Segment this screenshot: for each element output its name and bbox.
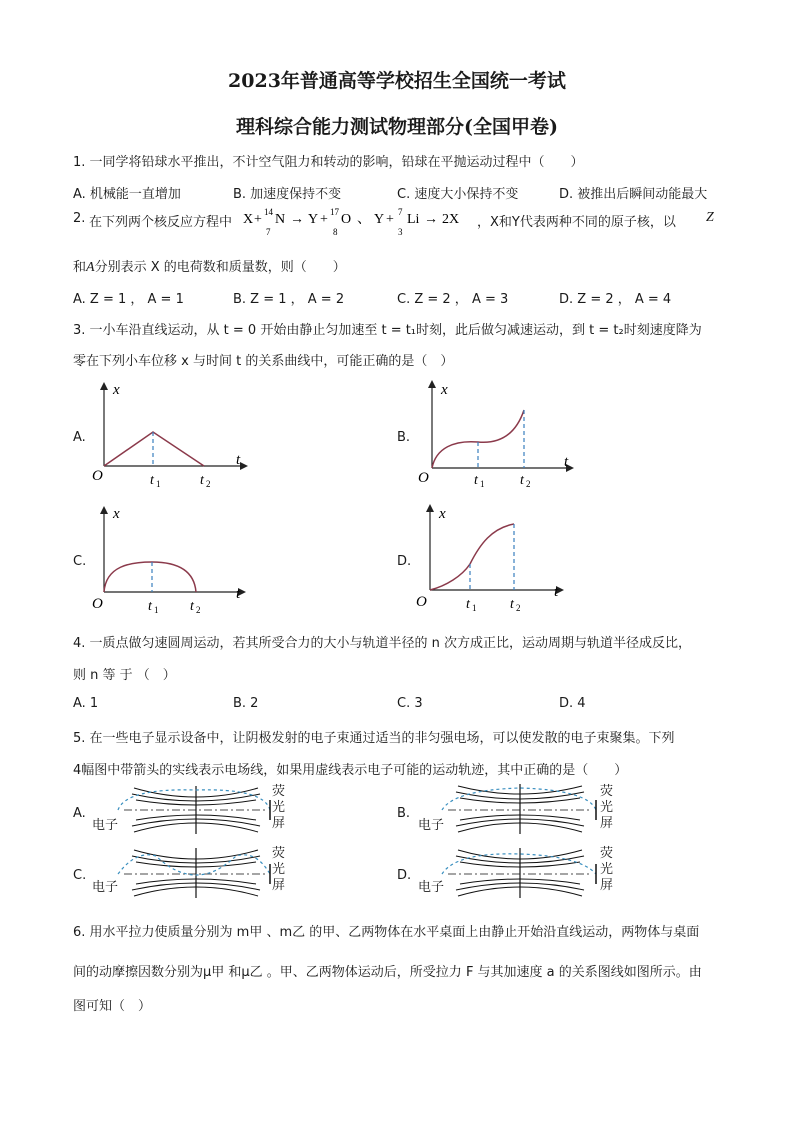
graph-a-x-label: x — [113, 382, 120, 398]
eq-plus: + — [320, 212, 328, 227]
graph-a-t2-sub: 2 — [206, 479, 211, 489]
field-d-screen-label: 荧光屏 — [600, 846, 614, 893]
q3-line1: 3. 一小车沿直线运动，从 t = 0 开始由静止匀加速至 t = t₁时刻，此后做匀减速运动，到 t = t₂时刻速度降为 — [73, 323, 702, 338]
q1-option-b[interactable]: B. 加速度保持不变 — [233, 187, 342, 202]
eq-2x: 2X — [442, 212, 460, 227]
q2-z-symbol: Z — [706, 210, 714, 225]
field-diagram-a — [96, 780, 276, 840]
eq-x: X — [243, 212, 254, 227]
q1-option-c[interactable]: C. 速度大小保持不变 — [397, 187, 519, 202]
q6-line1: 6. 用水平拉力使质量分别为 m甲 、m乙 的甲、乙两物体在水平桌面上由静止开始沿直线运动，两物体与桌面 — [73, 925, 700, 940]
q6-line3: 图可知（ ） — [73, 999, 152, 1014]
graph-d-t-label: t — [554, 584, 559, 600]
eq-arrow: → — [290, 212, 304, 227]
graph-d-t2: t — [510, 597, 514, 612]
field-b-screen-label: 荧光屏 — [600, 784, 614, 831]
field-d-electron-label: 电子 — [418, 880, 445, 895]
eq-separator: 、 — [357, 212, 371, 227]
graph-d — [416, 502, 576, 614]
q4-line1: 4. 一质点做匀速圆周运动，若其所受合力的大小与轨道半径的 n 次方成正比，运动周期与轨道半径成反比， — [73, 636, 692, 651]
page-title: 2023年普通高等学校招生全国统一考试 — [228, 70, 566, 92]
graph-d-label[interactable]: D. — [397, 554, 412, 569]
q1-option-d[interactable]: D. 被推出后瞬间动能最大 — [559, 187, 708, 202]
graph-a-t1-sub: 1 — [156, 479, 161, 489]
graph-c-t2-sub: 2 — [196, 605, 201, 615]
q2-a-symbol: A — [86, 260, 95, 275]
page-subtitle: 理科综合能力测试物理部分(全国甲卷) — [236, 116, 558, 138]
graph-c-t1-sub: 1 — [154, 605, 159, 615]
q1-stem: 1. 一同学将铅球水平推出，不计空气阻力和转动的影响，铅球在平抛运动过程中（ ） — [73, 155, 584, 170]
eq-o-charge: 8 — [333, 227, 338, 237]
graph-a-t1: t — [150, 473, 154, 488]
q6-line2: 间的动摩擦因数分别为μ甲 和μ乙 。甲、乙两物体运动后，所受拉力 F 与其加速度 a 的关系图线如图所示。由 — [73, 965, 702, 980]
q4-option-c[interactable]: C. 3 — [397, 696, 423, 711]
graph-b-t-label: t — [564, 454, 569, 470]
graph-c-t2: t — [190, 599, 194, 614]
q2-tail: ，X和Y代表两种不同的原子核，以 — [477, 215, 676, 230]
q2-number: 2. — [73, 211, 86, 226]
graph-c-t1: t — [148, 599, 152, 614]
graph-d-t2-sub: 2 — [516, 603, 521, 613]
graph-c — [90, 504, 250, 616]
eq-li-charge: 3 — [398, 227, 403, 237]
field-a-label[interactable]: A. — [73, 806, 86, 821]
eq-o-mass: 17 — [330, 207, 339, 217]
eq-arrow: → — [424, 212, 438, 227]
eq-plus: + — [254, 212, 262, 227]
eq-n-charge: 7 — [266, 227, 271, 237]
field-a-electron-label: 电子 — [92, 818, 119, 833]
graph-c-t-label: t — [236, 586, 241, 602]
graph-c-x-label: x — [113, 506, 120, 522]
q4-option-b[interactable]: B. 2 — [233, 696, 259, 711]
field-c-screen-label: 荧光屏 — [272, 846, 286, 893]
graph-b-t2: t — [520, 473, 524, 488]
graph-b-t2-sub: 2 — [526, 479, 531, 489]
graph-b-t1-sub: 1 — [480, 479, 485, 489]
eq-li-mass: 7 — [398, 207, 403, 217]
q1-option-a[interactable]: A. 机械能一直增加 — [73, 187, 181, 202]
q3-line2: 零在下列小车位移 x 与时间 t 的关系曲线中，可能正确的是（ ） — [73, 354, 454, 369]
field-a-screen-label: 荧光屏 — [272, 784, 286, 831]
graph-a-label[interactable]: A. — [73, 430, 86, 445]
graph-d-t1: t — [466, 597, 470, 612]
q2-option-c[interactable]: C. Z = 2 ， A = 3 — [397, 292, 509, 307]
eq-li: Li — [407, 212, 420, 227]
q2-option-d[interactable]: D. Z = 2 ， A = 4 — [559, 292, 672, 307]
q2-line2 — [73, 256, 346, 276]
field-c-label[interactable]: C. — [73, 868, 87, 883]
q4-line2: 则 n 等 于 （ ） — [73, 668, 176, 683]
eq-n: N — [275, 212, 286, 227]
q5-line1: 5. 在一些电子显示设备中，让阴极发射的电子束通过适当的非匀强电场，可以使发散的电子束聚集。下列 — [73, 731, 675, 746]
field-diagram-c — [96, 842, 276, 902]
graph-c-label[interactable]: C. — [73, 554, 87, 569]
q4-option-d[interactable]: D. 4 — [559, 696, 586, 711]
q2-lead: 在下列两个核反应方程中 — [89, 215, 233, 230]
q5-line2: 4幅图中带箭头的实线表示电场线，如果用虚线表示电子可能的运动轨迹，其中正确的是（ ） — [73, 763, 628, 778]
q2-option-b[interactable]: B. Z = 1 ， A = 2 — [233, 292, 345, 307]
eq-plus: + — [386, 212, 394, 227]
q2-nuclear-equation — [241, 203, 513, 239]
eq-n-mass: 14 — [264, 207, 273, 217]
graph-b — [418, 378, 578, 490]
graph-d-x-label: x — [439, 506, 446, 522]
graph-a-t-label: t — [236, 452, 241, 468]
q2-line2-rest: 分别表示 X 的电荷数和质量数，则（ ） — [94, 260, 346, 275]
graph-b-x-label: x — [441, 382, 448, 398]
graph-b-origin: O — [418, 470, 429, 486]
eq-y: Y — [374, 212, 385, 227]
field-d-label[interactable]: D. — [397, 868, 412, 883]
graph-a-t2: t — [200, 473, 204, 488]
q4-option-a[interactable]: A. 1 — [73, 696, 99, 711]
graph-a — [90, 380, 250, 490]
graph-c-origin: O — [92, 596, 103, 612]
field-diagram-b — [420, 780, 600, 840]
graph-b-t1: t — [474, 473, 478, 488]
graph-b-label[interactable]: B. — [397, 430, 411, 445]
field-c-electron-label: 电子 — [92, 880, 119, 895]
field-b-label[interactable]: B. — [397, 806, 411, 821]
eq-y: Y — [308, 212, 319, 227]
field-b-electron-label: 电子 — [418, 818, 445, 833]
eq-o: O — [341, 212, 352, 227]
q2-line2-and: 和 — [73, 260, 87, 275]
graph-a-origin: O — [92, 468, 103, 484]
graph-d-origin: O — [416, 594, 427, 610]
graph-d-t1-sub: 1 — [472, 603, 477, 613]
field-diagram-d — [420, 842, 600, 902]
q2-option-a[interactable]: A. Z = 1 ， A = 1 — [73, 292, 184, 307]
